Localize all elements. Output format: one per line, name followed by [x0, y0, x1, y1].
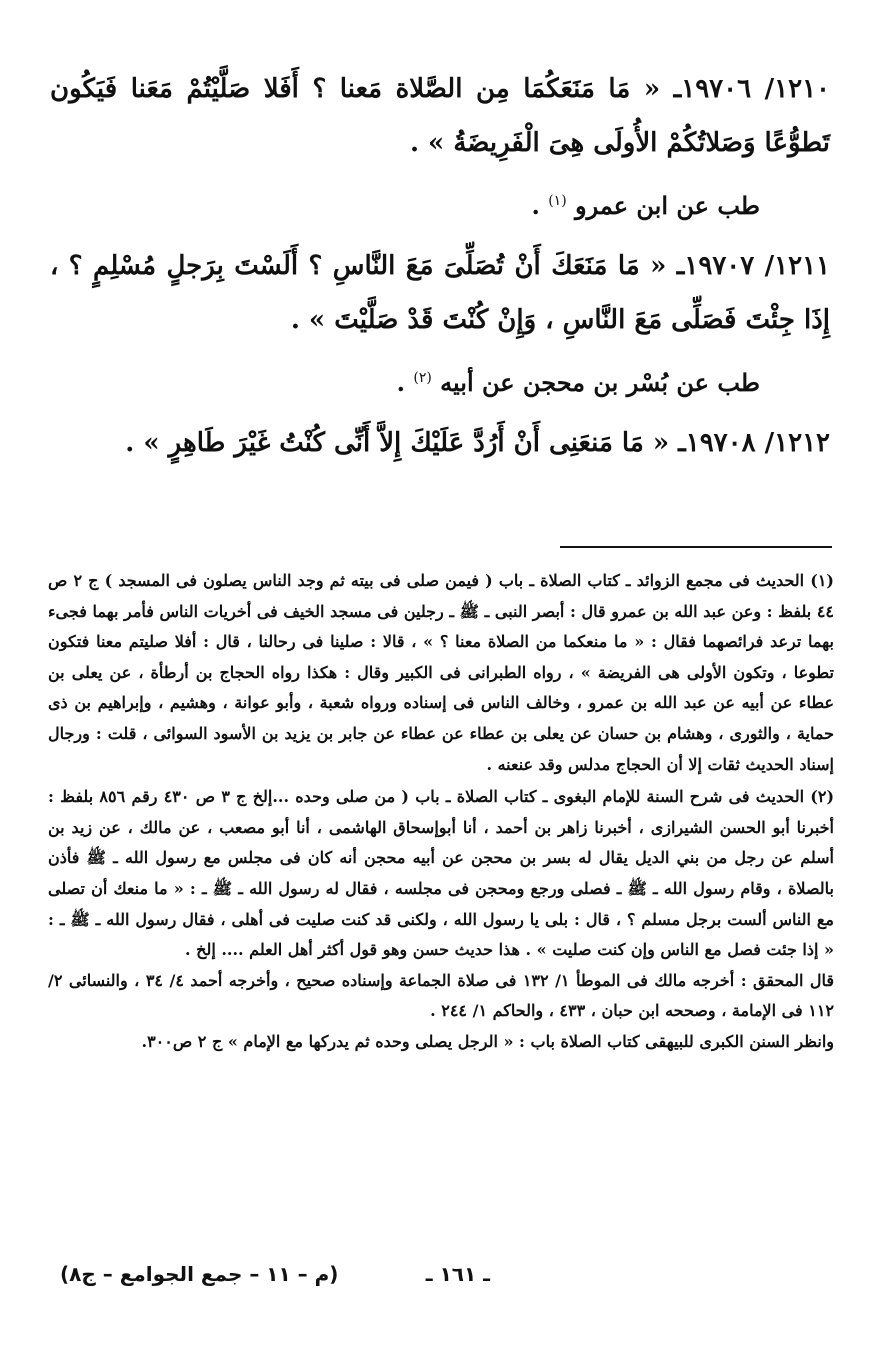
footnote-ref-2[interactable]: (٢)	[413, 370, 432, 386]
source-text: طب عن بُسْر بن محجن عن أبيه	[440, 368, 760, 397]
hadith-1211: ١٢١١/ ١٩٧٠٧ـ « مَا مَنَعَكَ أَنْ تُصَلِّىَ مَعَ النَّاسِ ؟ أَلَسْتَ بِرَجلٍ مُسْلِمٍ ؟ ، إِذَا جِئْتَ فَصَلِّى مَعَ النَّاسِ ، وَإِنْ كُنْتَ قَدْ صَلَّيْتَ » .	[50, 251, 830, 335]
collection-reference: (م – ١١ – جمع الجوامع – ج٨)	[60, 1262, 339, 1286]
footnote-number: (٢)	[810, 787, 835, 807]
footnote-text: الحديث فى مجمع الزوائد ـ كتاب الصلاة ـ باب ( فيمن صلى فى بيته ثم وجد الناس يصلون فى المسجد ) ج ٢ ص ٤٤ بلفظ : وعن عبد الله بن عمرو قال : أبصر النبى ـ ﷺ ـ رجلين فى مسجد الخيف فى أخريات الناس فأمر بهما فجىء بهما ترعد فرائصهما فقال : « ما منعكما من الصلاة معنا ؟ » ، قالا : صلينا فى رحالنا ، قال : أفلا صليتم معنا فتكون تطوعا ، وتكون الأولى هى الفريضة » ، رواه الطبرانى فى الكبير وقال : هكذا رواه الحجاج بن أرطأة ، عن يعلى بن عطاء عن أبيه عن عبد الله بن عمرو ، وخالف الناس فى إسناده ورواه شعبة ، وأبو عوانة ، وهشيم ، وإبراهيم بن ذى حماية ، والثورى ، وهشام بن حسان عن يعلى بن عطاء عن عطاء عن جابر بن يزيد بن الأسود السوائى ، قلت : ورجال إسناد الحديث ثقات إلا أن الحجاج مدلس وقد عنعنه .	[48, 571, 834, 774]
footnote-ref-1[interactable]: (١)	[548, 193, 567, 209]
page-footer	[60, 1262, 490, 1296]
footnote-text: الحديث فى شرح السنة للإمام البغوى ـ كتاب الصلاة ـ باب ( من صلى وحده ...إلخ ج ٣ ص ٤٣٠ رقم ٨٥٦ بلفظ : أخبرنا أبو الحسن الشيرازى ، أخبرنا زاهر بن أحمد ، أنا أبوإسحاق الهاشمى ، أنا أبو مصعب ، عن مالك ، عن زيد بن أسلم عن رجل من بني الديل يقال له بسر بن محجن عن أبيه محجن أنه كان فى مجلس مع رسول الله ـ ﷺ فأذن بالصلاة ، وقام رسول الله ـ ﷺ ـ فصلى ورجع ومحجن فى مجلسه ، فقال له رسول الله ـ ﷺ ـ : « ما منعك أن تصلى مع الناس ألست برجل مسلم ؟ ، قال : بلى يا رسول الله ، ولكنى قد كنت صليت فى أهلى ، فقال رسول الله ـ ﷺ ـ : « إذا جئت فصل مع الناس وإن كنت صليت » . هذا حديث حسن وهو قول أكثر أهل العلم .... إلخ .	[48, 787, 835, 960]
footnote-2	[48, 782, 834, 1057]
hadith-1210: ١٢١٠/ ١٩٧٠٦ـ « مَا مَنَعَكُمَا مِن الصَّلاة مَعنا ؟ أَفَلا صَلَّيْتُمْ مَعَنا فَيَكُون تَطوُّعًا وَصَلاتُكُمْ الأُولَى هِىَ الْفَرِيضَةُ » .	[50, 74, 830, 158]
footnote-paragraph: وانظر السنن الكبرى للبيهقى كتاب الصلاة باب : « الرجل يصلى وحده ثم يدركها مع الإمام » ج ٢ ص٣٠٠.	[141, 1031, 834, 1051]
hadith-1210-source: طب عن ابن عمرو $^{(١)}$ .	[531, 191, 760, 220]
footnote-divider	[560, 546, 832, 548]
footnote-paragraph: قال المحقق : أخرجه مالك فى الموطأ ١/ ١٣٢ فى صلاة الجماعة وإسناده صحيح ، وأخرجه أحمد ٤/ ٣٤ ، والنسائى ٢/ ١١٢ فى الإمامة ، وصححه ابن حبان ، ٤٣٣ ، والحاكم ١/ ٢٤٤ .	[48, 970, 835, 1021]
hadith-1211-source: طب عن بُسْر بن محجن عن أبيه $^{(٢)}$ .	[396, 368, 760, 397]
page-number: ـ ١٦١ ـ	[425, 1262, 490, 1286]
footnotes-section	[48, 566, 834, 1060]
footnote-1	[48, 566, 834, 780]
source-text: طب عن ابن عمرو	[575, 191, 760, 220]
footnote-number: (١)	[810, 571, 834, 590]
hadith-1212: ١٢١٢/ ١٩٧٠٨ـ « مَا مَنعَنِى أَنْ أَرُدَّ عَلَيْكَ إِلاَّ أَنِّى كُنْتُ غَيْرَ طَاهِرٍ » .	[125, 428, 830, 458]
hadith-section	[50, 62, 830, 470]
